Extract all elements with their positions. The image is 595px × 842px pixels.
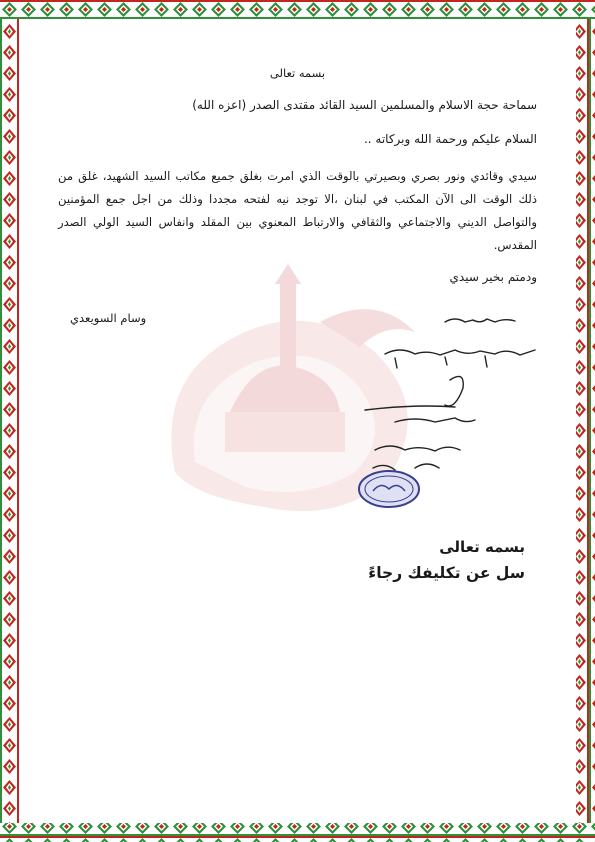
- letter-closing: ودمتم بخير سيدي: [449, 270, 537, 284]
- answer-basmala: بسمه تعالى: [439, 538, 525, 556]
- sender-name: وسام السويعدي: [70, 311, 147, 325]
- typed-answer: [368, 535, 525, 587]
- seal-stamp: [357, 469, 421, 509]
- letter-greeting: السلام عليكم ورحمة الله وبركاته ..: [363, 132, 537, 146]
- answer-text: سل عن تكليفك رجاءً: [368, 564, 525, 582]
- handwritten-reply: [355, 310, 540, 485]
- letter-basmala: بسمه تعالى: [269, 66, 326, 80]
- letter-paragraph: سيدي وقائدي ونور بصري وبصيرتي بالوقت الذي امرت بغلق جميع مكاتب السيد الشهيد، غلق من ذلك الوقت الى الآن المكتب في لبنان ،الا توجد نيه لفتحه مجددا وذلك من اجل جمع المؤمنين والتواصل الديني والاجتماعي والثقافي والارتباط المعنوي بين المقلد وانفاس السيد الولي الصدر المقدس.: [58, 169, 537, 252]
- letter-addressee: سماحة حجة الاسلام والمسلمين السيد القائد مقتدى الصدر (اعزه الله): [192, 98, 537, 112]
